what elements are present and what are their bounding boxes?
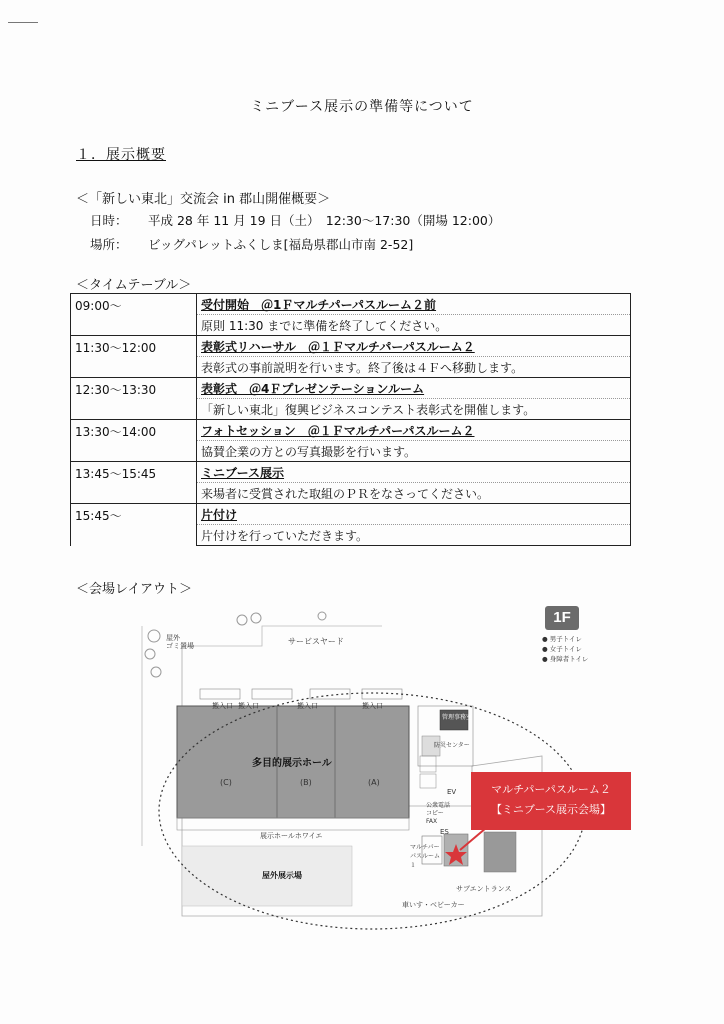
callout-venue-note: 【ミニブース展示会場】	[490, 803, 612, 816]
timetable	[70, 293, 631, 546]
timetable-heading: ＜タイムテーブル＞	[76, 278, 192, 293]
detail-cell: 原則 11:30 までに準備を終了してください。	[197, 315, 631, 336]
date-label: 日時：	[90, 213, 128, 228]
es-label: ES	[440, 828, 449, 836]
time-cell: 12:30～13:30	[71, 378, 197, 420]
timetable-row	[71, 336, 631, 357]
place-value: ビッグパレットふくしま[福島県郡山市南 2-52]	[148, 237, 414, 252]
disaster-center-label: 防災センター	[434, 742, 470, 749]
place-label: 場所：	[90, 237, 128, 252]
detail-cell: 「新しい東北」復興ビジネスコンテスト表彰式を開催します。	[197, 399, 631, 420]
scan-mark	[8, 22, 38, 23]
timetable-row	[71, 420, 631, 441]
mini-booth-callout	[471, 772, 631, 830]
time-cell: 11:30～12:00	[71, 336, 197, 378]
timetable-row	[71, 294, 631, 315]
event-cell: フォトセッション ＠１Ｆマルチパーパスルーム２	[197, 420, 631, 441]
restroom-legend	[542, 634, 588, 664]
event-cell: 受付開始 ＠1Ｆマルチパーパスルーム２前	[197, 294, 631, 315]
floor-badge: 1F	[545, 606, 579, 630]
hall-section-c: (C)	[220, 778, 232, 787]
event-cell: 表彰式リハーサル ＠１Ｆマルチパーパスルーム２	[197, 336, 631, 357]
detail-cell: 片付けを行っていただきます。	[197, 525, 631, 546]
entrance-label: 搬入口	[297, 702, 318, 710]
time-cell: 09:00～	[71, 294, 197, 336]
foyer-label: 展示ホールホワイエ	[260, 832, 323, 840]
detail-cell: 来場者に受賞された取組のＰＲをなさってください。	[197, 483, 631, 504]
event-cell: ミニブース展示	[197, 462, 631, 483]
phone-copy-fax-label: 公衆電話 コピー FAX	[426, 802, 451, 825]
service-yard-label: サービスヤード	[288, 637, 344, 646]
callout-room-name: マルチパーパスルーム２	[491, 783, 611, 796]
date-value: 平成 28 年 11 月 19 日（土） 12:30～17:30（開場 12:00）	[148, 213, 501, 228]
mgmt-office-label: 管理事務室	[442, 714, 473, 721]
garbage-label: 屋外 ゴミ置場	[166, 634, 194, 650]
ev-label: EV	[447, 788, 457, 796]
hall-label: 多目的展示ホール	[252, 758, 332, 769]
entrance-label: 搬入口	[238, 702, 259, 710]
event-cell: 片付け	[197, 504, 631, 525]
place-row	[90, 235, 413, 253]
legend-item: ● 身障者トイレ	[542, 655, 589, 663]
sub-entrance-label: サブエントランス	[456, 885, 512, 893]
entrance-label: 搬入口	[212, 702, 233, 710]
time-cell: 13:30～14:00	[71, 420, 197, 462]
legend-item: ● 男子トイレ	[542, 635, 582, 643]
multipurpose-room1-label: マルチパーパスルーム１	[410, 844, 441, 869]
layout-heading: ＜会場レイアウト＞	[76, 582, 192, 597]
timetable-row	[71, 378, 631, 399]
wheelchair-label: 車いす・ベビーカー	[402, 901, 465, 909]
outdoor-label: 屋外展示場	[262, 871, 302, 880]
legend-item: ● 女子トイレ	[542, 645, 582, 653]
timetable-row	[71, 462, 631, 483]
time-cell: 13:45～15:45	[71, 462, 197, 504]
hall-section-a: (A)	[368, 778, 380, 787]
document-title: ミニブース展示の準備等について	[250, 99, 474, 115]
date-row	[90, 211, 500, 229]
hall-section-b: (B)	[300, 778, 312, 787]
venue-floor-map	[122, 606, 612, 936]
entrance-label: 搬入口	[362, 702, 383, 710]
floor-map-drawing	[122, 606, 602, 936]
event-cell: 表彰式 ＠4Ｆプレゼンテーションルーム	[197, 378, 631, 399]
detail-cell: 表彰式の事前説明を行います。終了後は４Ｆへ移動します。	[197, 357, 631, 378]
overview-heading: ＜「新しい東北」交流会 in 郡山開催概要＞	[76, 192, 331, 207]
timetable-row	[71, 504, 631, 525]
time-cell: 15:45～	[71, 504, 197, 546]
detail-cell: 協賛企業の方との写真撮影を行います。	[197, 441, 631, 462]
section-heading-overview: １．展示概要	[76, 147, 166, 163]
